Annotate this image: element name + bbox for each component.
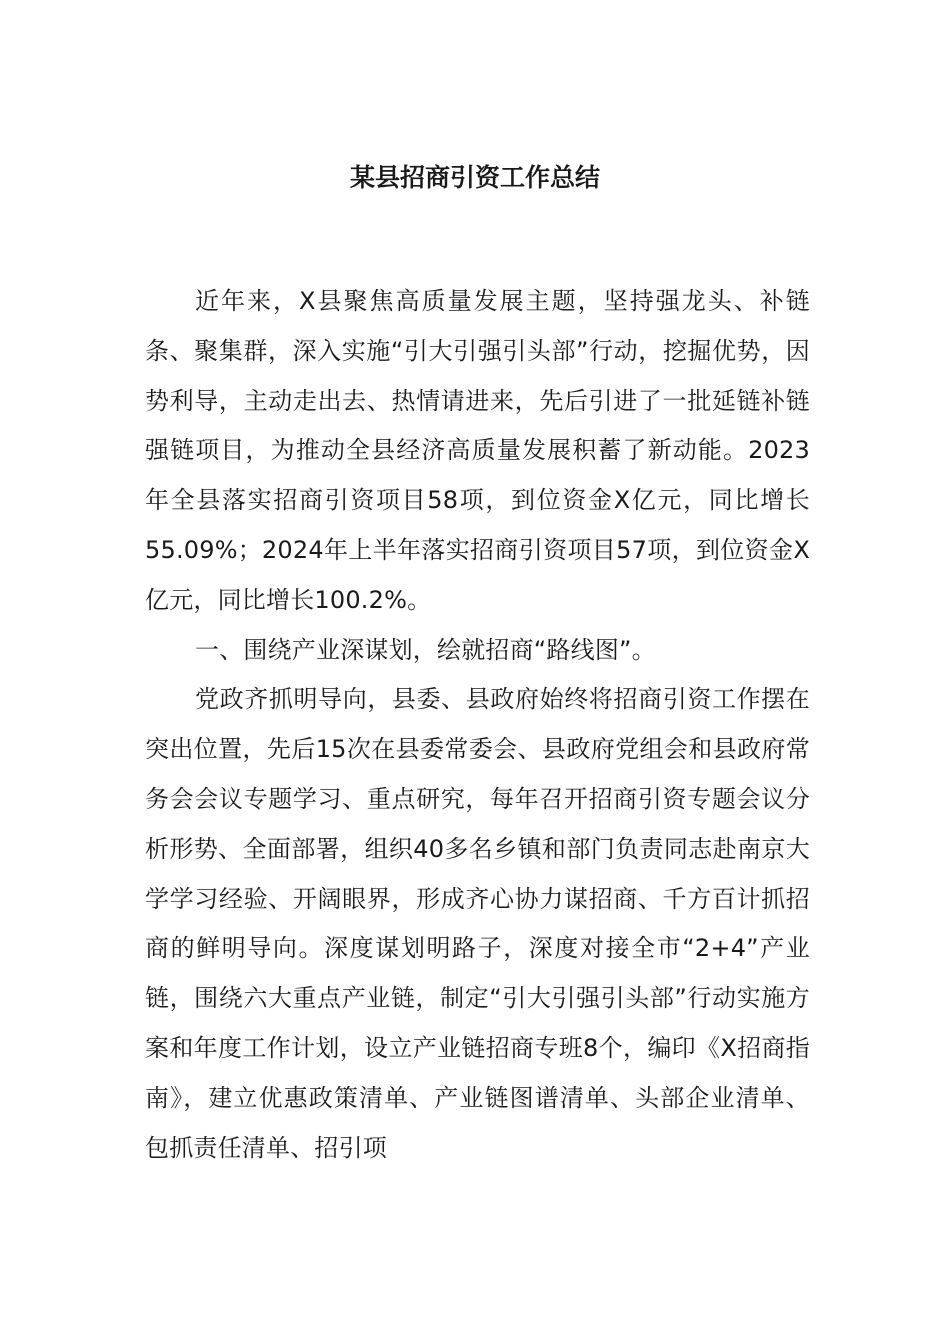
document-body — [145, 277, 810, 1173]
section-heading-1: 一、围绕产业深谋划，绘就招商“路线图”。 — [195, 635, 656, 664]
document-title: 某县招商引资工作总结 — [349, 163, 600, 192]
section-1-paragraph: 党政齐抓明导向，县委、县政府始终将招商引资工作摆在突出位置，先后15次在县委常委会、县政府党组会和县政府常务会会议专题学习、重点研究，每年召开招商引资专题会议分析形势、全面部署，组织40多名乡镇和部门负责同志赴南京大学学习经验、开阔眼界，形成齐心协力谋招商、千方百计抓招商的鲜明导向。深度谋划明路子，深度对接全市“2+4”产业链，围绕六大重点产业链，制定“引大引强引头部”行动实施方案和年度工作计划，设立产业链招商专班8个，编印《X招商指南》，建立优惠政策清单、产业链图谱清单、头部企业清单、包抓责任清单、招引项 — [145, 685, 810, 1162]
intro-paragraph: 近年来，X县聚焦高质量发展主题，坚持强龙头、补链条、聚集群，深入实施“引大引强引头部”行动，挖掘优势，因势利导，主动走出去、热情请进来，先后引进了一批延链补链强链项目，为推动全县经济高质量发展积蓄了新动能。2023年全县落实招商引资项目58项，到位资金X亿元，同比增长55.09%；2024年上半年落实招商引资项目57项，到位资金X亿元，同比增长100.2%。 — [145, 287, 810, 614]
